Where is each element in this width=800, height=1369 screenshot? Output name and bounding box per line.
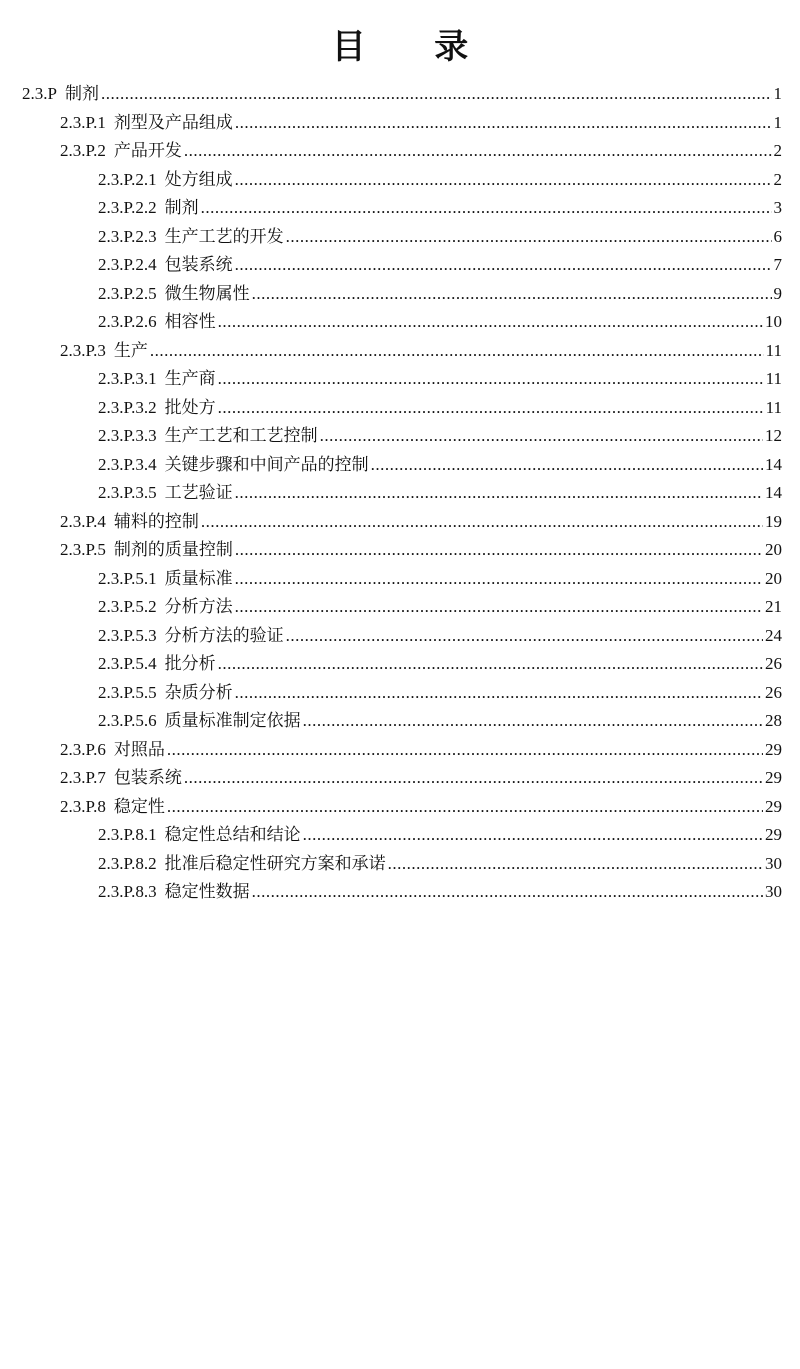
toc-entry-number: 2.3.P.7 <box>60 768 106 787</box>
toc-dot-leader <box>201 194 772 223</box>
toc-entry-text: 对照品 <box>113 739 165 759</box>
toc-title: 目 录 <box>331 29 499 66</box>
toc-entry-text: 杂质分析 <box>164 682 233 702</box>
toc-entry[interactable] <box>0 679 800 708</box>
toc-dot-leader <box>101 80 772 109</box>
toc-dot-leader <box>235 536 763 565</box>
toc-entry[interactable] <box>0 593 800 622</box>
toc-list <box>0 80 800 907</box>
toc-entry[interactable] <box>0 422 800 451</box>
toc-entry-number: 2.3.P.2.5 <box>98 283 157 303</box>
toc-entry-page: 28 <box>765 711 782 730</box>
toc-entry[interactable] <box>0 109 800 138</box>
toc-dot-leader <box>252 280 772 309</box>
toc-dot-leader <box>184 137 772 166</box>
toc-entry-page: 1 <box>773 84 782 103</box>
toc-entry[interactable] <box>0 251 800 280</box>
toc-entry-page: 24 <box>765 625 782 645</box>
toc-entry-number: 2.3.P <box>22 84 57 103</box>
toc-entry[interactable] <box>0 365 800 394</box>
toc-dot-leader <box>235 251 772 280</box>
toc-entry-page: 14 <box>765 483 782 502</box>
toc-entry-page: 29 <box>765 825 782 844</box>
toc-entry-number: 2.3.P.3.4 <box>98 454 157 474</box>
toc-entry-text: 生产 <box>113 340 148 360</box>
toc-entry-number: 2.3.P.3.3 <box>98 426 157 445</box>
toc-entry-text: 生产工艺的开发 <box>164 226 284 246</box>
toc-entry-page: 10 <box>765 312 782 331</box>
toc-entry[interactable] <box>0 764 800 793</box>
toc-entry-number: 2.3.P.8.1 <box>98 825 157 844</box>
toc-entry-page: 2 <box>773 169 782 189</box>
toc-dot-leader <box>320 422 763 451</box>
toc-dot-leader <box>235 565 763 594</box>
toc-entry[interactable] <box>0 565 800 594</box>
toc-entry-text: 稳定性数据 <box>164 882 250 901</box>
toc-entry-text: 制剂 <box>164 198 199 217</box>
toc-entry[interactable] <box>0 850 800 879</box>
toc-entry-text: 生产商 <box>164 369 216 388</box>
toc-dot-leader <box>201 508 763 537</box>
toc-entry-page: 29 <box>765 768 782 787</box>
toc-entry-number: 2.3.P.5.3 <box>98 625 157 645</box>
toc-entry[interactable] <box>0 337 800 366</box>
toc-dot-leader <box>150 337 764 366</box>
toc-dot-leader <box>235 593 763 622</box>
toc-entry-number: 2.3.P.3.2 <box>98 397 157 417</box>
toc-entry[interactable] <box>0 223 800 252</box>
toc-entry-number: 2.3.P.5.2 <box>98 597 157 616</box>
toc-entry-page: 29 <box>765 739 782 759</box>
toc-entry-text: 包装系统 <box>164 255 233 274</box>
toc-entry-page: 21 <box>765 597 782 616</box>
toc-entry-page: 6 <box>773 226 782 246</box>
toc-entry-number: 2.3.P.8 <box>60 796 106 816</box>
toc-entry-text: 稳定性 <box>113 796 165 816</box>
toc-entry-text: 剂型及产品组成 <box>113 112 233 132</box>
toc-dot-leader <box>235 166 772 195</box>
toc-dot-leader <box>218 308 763 337</box>
toc-entry-page: 20 <box>765 540 782 559</box>
toc-entry-page: 12 <box>765 426 782 445</box>
toc-dot-leader <box>371 451 763 480</box>
toc-dot-leader <box>167 793 763 822</box>
toc-entry-text: 关键步骤和中间产品的控制 <box>164 454 369 474</box>
toc-entry-number: 2.3.P.2 <box>60 141 106 160</box>
toc-entry-number: 2.3.P.3.1 <box>98 369 157 388</box>
toc-entry-number: 2.3.P.8.2 <box>98 853 157 873</box>
toc-entry-page: 1 <box>773 112 782 132</box>
toc-entry[interactable] <box>0 479 800 508</box>
toc-entry[interactable] <box>0 508 800 537</box>
toc-entry[interactable] <box>0 793 800 822</box>
toc-entry-number: 2.3.P.1 <box>60 112 106 132</box>
toc-dot-leader <box>303 707 763 736</box>
toc-entry[interactable] <box>0 166 800 195</box>
toc-entry[interactable] <box>0 451 800 480</box>
toc-entry-page: 9 <box>773 283 782 303</box>
toc-entry-text: 相容性 <box>164 312 216 331</box>
toc-entry[interactable] <box>0 821 800 850</box>
toc-entry[interactable] <box>0 736 800 765</box>
toc-entry-number: 2.3.P.8.3 <box>98 882 157 901</box>
toc-entry-text: 质量标准 <box>164 568 233 588</box>
toc-entry-number: 2.3.P.5.1 <box>98 568 157 588</box>
toc-entry-page: 11 <box>765 369 782 388</box>
toc-entry-number: 2.3.P.2.2 <box>98 198 157 217</box>
toc-entry-number: 2.3.P.4 <box>60 511 106 531</box>
toc-entry-text: 包装系统 <box>113 768 182 787</box>
toc-dot-leader <box>218 394 764 423</box>
toc-entry-number: 2.3.P.3.5 <box>98 483 157 502</box>
toc-entry[interactable] <box>0 622 800 651</box>
toc-dot-leader <box>286 223 772 252</box>
toc-entry-page: 7 <box>773 255 782 274</box>
toc-entry-page: 19 <box>765 511 782 531</box>
toc-entry[interactable] <box>0 650 800 679</box>
toc-entry-number: 2.3.P.2.1 <box>98 169 157 189</box>
toc-entry[interactable] <box>0 137 800 166</box>
toc-entry-page: 14 <box>765 454 782 474</box>
toc-dot-leader <box>167 736 763 765</box>
toc-entry-text: 辅料的控制 <box>113 511 199 531</box>
toc-entry-page: 30 <box>765 882 782 901</box>
toc-entry-page: 11 <box>765 397 782 417</box>
toc-entry-text: 质量标准制定依据 <box>164 711 301 730</box>
toc-entry-page: 30 <box>765 853 782 873</box>
toc-entry-number: 2.3.P.5.5 <box>98 682 157 702</box>
toc-entry-number: 2.3.P.3 <box>60 340 106 360</box>
toc-entry-number: 2.3.P.2.3 <box>98 226 157 246</box>
toc-entry[interactable] <box>0 280 800 309</box>
toc-entry-page: 11 <box>765 340 782 360</box>
toc-dot-leader <box>218 365 764 394</box>
toc-dot-leader <box>388 850 763 879</box>
toc-entry-page: 26 <box>765 654 782 673</box>
toc-entry[interactable] <box>0 308 800 337</box>
toc-entry-text: 处方组成 <box>164 169 233 189</box>
toc-entry-text: 制剂的质量控制 <box>113 540 233 559</box>
toc-entry[interactable] <box>0 878 800 907</box>
toc-entry-number: 2.3.P.5 <box>60 540 106 559</box>
toc-entry[interactable] <box>0 707 800 736</box>
toc-dot-leader <box>235 679 763 708</box>
toc-entry-number: 2.3.P.2.4 <box>98 255 157 274</box>
toc-entry-text: 稳定性总结和结论 <box>164 825 301 844</box>
toc-entry-number: 2.3.P.5.4 <box>98 654 157 673</box>
toc-entry-text: 分析方法 <box>164 597 233 616</box>
toc-entry-text: 批准后稳定性研究方案和承诺 <box>164 853 386 873</box>
toc-entry[interactable] <box>0 80 800 109</box>
toc-entry[interactable] <box>0 394 800 423</box>
toc-entry-page: 2 <box>773 141 782 160</box>
toc-entry-text: 产品开发 <box>113 141 182 160</box>
toc-entry-number: 2.3.P.2.6 <box>98 312 157 331</box>
toc-entry-text: 分析方法的验证 <box>164 625 284 645</box>
toc-dot-leader <box>252 878 763 907</box>
toc-dot-leader <box>218 650 763 679</box>
toc-entry-text: 工艺验证 <box>164 483 233 502</box>
toc-entry-page: 20 <box>765 568 782 588</box>
toc-entry-text: 微生物属性 <box>164 283 250 303</box>
toc-dot-leader <box>286 622 763 651</box>
toc-entry[interactable] <box>0 536 800 565</box>
toc-entry-page: 3 <box>773 198 782 217</box>
toc-entry[interactable] <box>0 194 800 223</box>
toc-entry-text: 批处方 <box>164 397 216 417</box>
toc-entry-page: 29 <box>765 796 782 816</box>
toc-entry-text: 制剂 <box>64 84 99 103</box>
toc-entry-number: 2.3.P.5.6 <box>98 711 157 730</box>
toc-entry-text: 生产工艺和工艺控制 <box>164 426 318 445</box>
toc-entry-page: 26 <box>765 682 782 702</box>
toc-entry-number: 2.3.P.6 <box>60 739 106 759</box>
toc-dot-leader <box>235 479 763 508</box>
toc-dot-leader <box>184 764 763 793</box>
toc-dot-leader <box>303 821 763 850</box>
toc-dot-leader <box>235 109 772 138</box>
toc-entry-text: 批分析 <box>164 654 216 673</box>
